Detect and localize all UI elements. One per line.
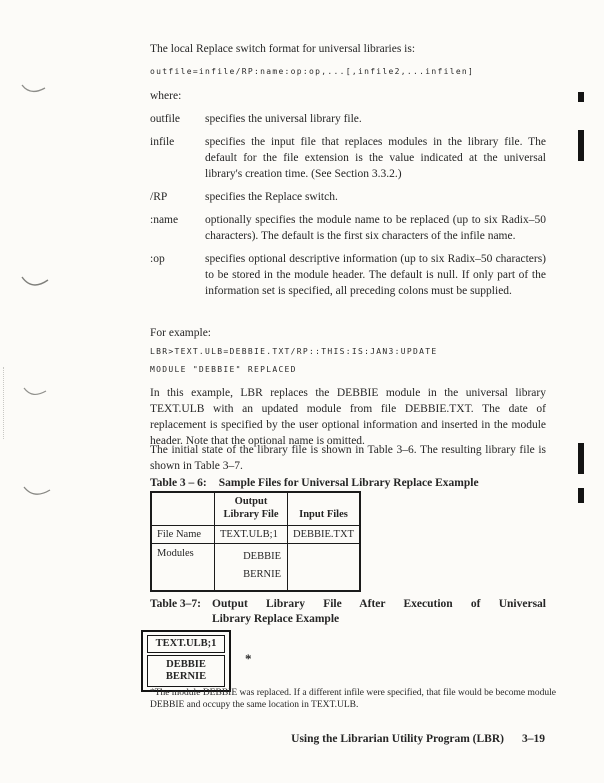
parameter-definition-list — [150, 111, 546, 299]
table-cell-row-label: Modules — [151, 544, 215, 592]
caption-title-line: Library Replace Example — [212, 613, 340, 625]
table-header-line: Output — [234, 496, 268, 507]
example-output-line: MODULE "DEBBIE" REPLACED — [150, 365, 297, 374]
definition-term: /RP — [150, 191, 168, 203]
definition-description: specifies the universal library file. — [205, 113, 362, 125]
table-3-6-caption-title: Sample Files for Universal Library Replace Example — [218, 477, 479, 489]
table-reference-paragraph: The initial state of the library file is shown in Table 3–6. The resulting library file is shown in Table 3–7. — [150, 444, 546, 472]
caption-title-line: Output Library File After Execution of Universal — [212, 598, 546, 610]
where-label: where: — [150, 90, 182, 102]
table-cell-output-file: TEXT.ULB;1 — [215, 526, 288, 544]
change-bar — [578, 92, 584, 102]
table-cell-input-file: DEBBIE.TXT — [288, 526, 360, 544]
table-3-6-header-row — [151, 492, 360, 526]
library-file-outer-box — [141, 630, 231, 692]
table-cell-row-label: File Name — [151, 526, 215, 544]
intro-line: The local Replace switch format for universal libraries is: — [150, 43, 416, 55]
table-3-7-caption-label: Table 3–7: — [150, 598, 202, 610]
definition-term: infile — [150, 136, 175, 148]
table-3-6-caption — [150, 476, 546, 490]
definition-description: specifies the input file that replaces modules in the library file. The default for the file extension is the value indicated at the universal library's creation time. (See Section 3.3.2.) — [205, 136, 546, 180]
table-3-6-caption-label: Table 3 – 6: — [150, 477, 207, 489]
module-name: BERNIE — [243, 569, 281, 580]
table-header-line: Library File — [223, 509, 279, 520]
table-cell-empty — [288, 544, 360, 592]
change-bar — [578, 130, 584, 161]
footer-chapter-title: Using the Librarian Utility Program (LBR) — [291, 733, 504, 745]
module-name: DEBBIE — [166, 659, 206, 670]
definition-term: outfile — [150, 113, 181, 125]
library-modules-box — [147, 655, 225, 687]
table-3-6 — [150, 491, 361, 592]
table-header-cell-blank — [151, 492, 215, 526]
margin-dotted-artifact — [3, 367, 4, 439]
table-header-cell-input-files: Input Files — [288, 492, 360, 526]
change-bar — [578, 488, 584, 503]
margin-scribble-mark — [20, 273, 50, 289]
for-example-label: For example: — [150, 327, 211, 339]
definition-term: :op — [150, 253, 165, 265]
library-file-figure — [141, 630, 252, 692]
example-command-line: LBR>TEXT.ULB=DEBBIE.TXT/RP::THIS:IS:JAN3:UPDATE — [150, 347, 438, 356]
page-footer — [291, 732, 545, 746]
change-bar — [578, 443, 584, 474]
table-3-7-caption — [150, 597, 546, 627]
margin-scribble-mark — [20, 80, 48, 96]
example-explanation-paragraph: In this example, LBR replaces the DEBBIE module in the universal library TEXT.ULB with an updated module from file DEBBIE.TXT. The date of replacement is specified by the user optional information and inserted in the module header. Note that the optional name is omitted. — [150, 387, 546, 447]
definition-term: :name — [150, 214, 179, 226]
footer-page-number: 3–19 — [522, 733, 545, 745]
table-row-file-name — [151, 526, 360, 544]
margin-scribble-mark — [22, 483, 52, 498]
table-header-cell-output-library-file — [215, 492, 288, 526]
module-name: BERNIE — [165, 671, 207, 682]
library-file-name-box: TEXT.ULB;1 — [147, 635, 225, 653]
footnote-marker: * — [245, 651, 252, 666]
definition-description: specifies optional descriptive information (up to six Radix–50 characters) to be stored in the module header. The default is null. If only part of the information set is specified, all preceding colons must be supplied. — [205, 253, 546, 297]
footnote: *The module DEBBIE was replaced. If a different infile were specified, that file would be become module DEBBIE and occupy the same location in TEXT.ULB. — [150, 688, 556, 710]
table-cell-module-list — [215, 544, 288, 592]
definition-description: specifies the Replace switch. — [205, 191, 338, 203]
table-3-7-caption-title — [212, 597, 546, 627]
margin-scribble-mark — [22, 384, 48, 398]
syntax-format-line: outfile=infile/RP:name:op:op,...[,infile2,...infilen] — [150, 67, 475, 76]
definition-description: optionally specifies the module name to be replaced (up to six Radix–50 characters). The default is the first six characters of the infile name. — [205, 214, 546, 242]
module-name: DEBBIE — [243, 551, 281, 562]
page-body — [150, 0, 556, 783]
table-row-modules — [151, 544, 360, 592]
